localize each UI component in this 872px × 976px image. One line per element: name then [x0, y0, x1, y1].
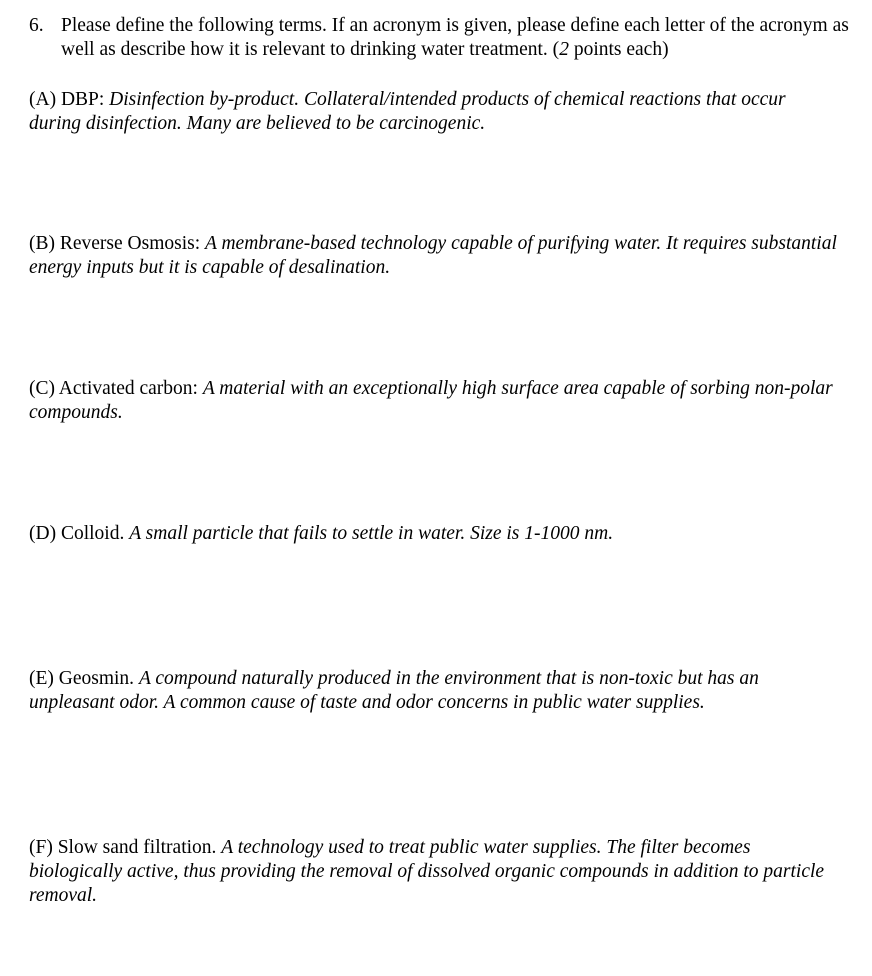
term-definition: A material with an exceptionally high surface area capable of sorbing non-polar compounds.: [29, 378, 833, 423]
question-text: [61, 14, 859, 62]
term-label: (B) Reverse Osmosis:: [29, 233, 206, 254]
answer-reverse-osmosis: [29, 232, 839, 280]
term-definition: A membrane-based technology capable of purifying water. It requires substantial energy inputs but it is capable of desalination.: [29, 233, 837, 278]
term-label: (A) DBP:: [29, 89, 110, 110]
question-text-part1: Please define the following terms. If an acronym is given, please define each letter of the acronym as well as describe how it is relevant to drinking water treatment. (: [61, 15, 849, 60]
answer-geosmin: [29, 667, 839, 715]
question-text-part2: points each): [568, 39, 669, 60]
answer-colloid: [29, 522, 839, 546]
question-number: 6.: [29, 15, 44, 36]
term-definition: A compound naturally produced in the environment that is non-toxic but has an unpleasant odor. A common cause of taste and odor concerns in public water supplies.: [29, 668, 759, 713]
term-definition: A small particle that fails to settle in water. Size is 1-1000 nm.: [129, 523, 614, 544]
term-definition: Disinfection by-product. Collateral/intended products of chemical reactions that occur during disinfection. Many are believed to be carcinogenic.: [29, 89, 786, 134]
term-label: (C) Activated carbon:: [29, 378, 203, 399]
answer-activated-carbon: [29, 377, 839, 425]
term-definition: A technology used to treat public water supplies. The filter becomes biologically active, thus providing the removal of dissolved organic compounds in addition to particle removal.: [29, 837, 825, 906]
question-prompt: [29, 14, 859, 62]
answer-slow-sand-filtration: [29, 836, 839, 908]
term-label: (E) Geosmin.: [29, 668, 139, 689]
term-label: (F) Slow sand filtration.: [29, 837, 222, 858]
points-value: 2: [559, 39, 569, 60]
answer-dbp: [29, 88, 839, 136]
term-label: (D) Colloid.: [29, 523, 130, 544]
